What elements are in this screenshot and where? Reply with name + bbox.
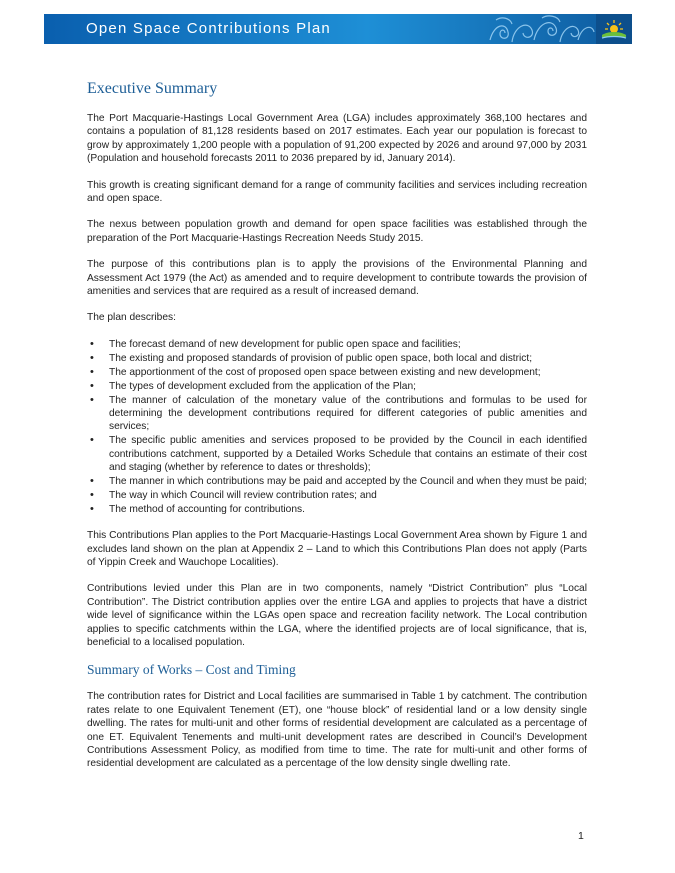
council-sunrise-logo-icon bbox=[596, 14, 632, 44]
list-item: • The method of accounting for contributions. bbox=[87, 503, 587, 516]
plan-description-list bbox=[87, 338, 587, 516]
paragraph: Contributions levied under this Plan are in two components, namely “District Contribution” plus “Local Contribution”. The District contribution applies over the entire LGA and applies to projects that have a district wide level of significance within the LGAs open space and recreation facility network. The Local contribution applies to specific catchments within the LGA, where the identified projects are of local significance, that is, beneficial to a localised population. bbox=[87, 583, 587, 648]
list-item: • The forecast demand of new development for public open space and facilities; bbox=[87, 338, 587, 351]
list-item: • The manner of calculation of the monetary value of the contributions and formulas to be used for determining the development contributions required for different categories of public amenities and services; bbox=[87, 394, 587, 434]
main-content bbox=[87, 80, 587, 784]
paragraph: The contribution rates for District and Local facilities are summarised in Table 1 by catchment. The contribution rates relate to one Equivalent Tenement (ET), one “house block” of residential land or a low density single dwelling. The rates for multi-unit and other forms of residential development are calculated as a percentage of one ET. Equivalent Tenements and multi-unit development rates are described in Council’s Development Contributions Assessment Policy, as modified from time to time. The rate for multi-unit and other forms of residential development are calculated as a percentage of the low density single dwelling rate. bbox=[87, 691, 587, 770]
summary-of-works-heading: Summary of Works – Cost and Timing bbox=[87, 662, 296, 678]
paragraph: This growth is creating significant demand for a range of community facilities and services including recreation and open space. bbox=[87, 179, 587, 205]
list-item: • The specific public amenities and services proposed to be provided by the Council in each identified contributions catchment, supported by a Detailed Works Schedule that contains an estimate of their cost and staging (whether by reference to dates or thresholds); bbox=[87, 434, 587, 474]
paragraph: The purpose of this contributions plan is to apply the provisions of the Environmental Planning and Assessment Act 1979 (the Act) as amended and to require development to contribute towards the provision of amenities and services that are required as a result of increased demand. bbox=[87, 259, 587, 298]
wave-swirl-pattern-icon bbox=[486, 14, 596, 44]
council-logo bbox=[596, 14, 632, 44]
paragraph: The Port Macquarie-Hastings Local Government Area (LGA) includes approximately 368,100 hectares and contains a population of 81,128 residents based on 2017 estimates. Each year our population is forecast to grow by approximately 1,200 people with a population of 91,200 expected by 2026 and around 97,000 by 2031 (Population and household forecasts 2011 to 2036 prepared by id, January 2014). bbox=[87, 113, 587, 165]
paragraph: This Contributions Plan applies to the Port Macquarie-Hastings Local Government Area shown by Figure 1 and excludes land shown on the plan at Appendix 2 – Land to which this Contributions Plan does not apply (Parts of Yippin Creek and Wauchope Localities). bbox=[87, 530, 587, 568]
list-item: • The way in which Council will review contribution rates; and bbox=[87, 489, 587, 502]
header-banner bbox=[44, 14, 632, 44]
paragraph: The nexus between population growth and demand for open space facilities was established through the preparation of the Port Macquarie-Hastings Recreation Needs Study 2015. bbox=[87, 219, 587, 244]
list-item: • The manner in which contributions may be paid and accepted by the Council and when they must be paid; bbox=[87, 475, 587, 488]
executive-summary-heading: Executive Summary bbox=[87, 80, 218, 97]
paragraph: The plan describes: bbox=[87, 312, 176, 324]
list-item: • The apportionment of the cost of proposed open space between existing and new development; bbox=[87, 366, 587, 379]
list-item: • The types of development excluded from the application of the Plan; bbox=[87, 380, 587, 393]
list-item: • The existing and proposed standards of provision of public open space, both local and district; bbox=[87, 352, 587, 365]
page-number: 1 bbox=[578, 830, 584, 842]
document-title: Open Space Contributions Plan bbox=[86, 20, 331, 37]
